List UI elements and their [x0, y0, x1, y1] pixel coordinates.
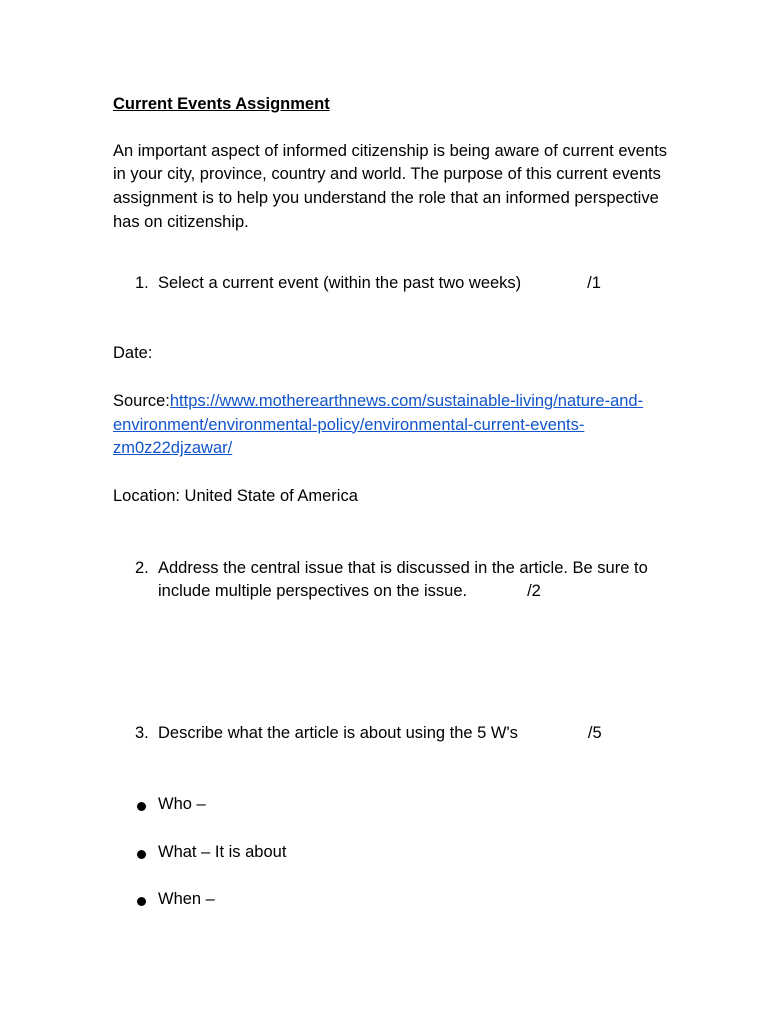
location-label: Location: United State of America: [113, 487, 358, 506]
question-2: [113, 557, 673, 604]
question-2-number: 2.: [135, 558, 149, 577]
question-1: [113, 272, 673, 296]
document-page: [113, 93, 673, 912]
source-line: [113, 390, 673, 461]
date-label: Date:: [113, 344, 153, 363]
question-3-text: Describe what the article is about using the 5 W's: [158, 724, 518, 743]
bullet-what: [113, 841, 673, 865]
question-2-score: /2: [527, 582, 541, 601]
question-1-score: /1: [587, 273, 601, 292]
question-1-text: Select a current event (within the past two weeks): [158, 273, 522, 292]
question-2-text: Address the central issue that is discussed in the article. Be sure to include multiple perspectives on the issue.: [158, 558, 648, 601]
bullet-dot-icon: [137, 802, 146, 811]
bullet-when: [113, 888, 673, 912]
bullet-who: [113, 793, 673, 817]
bullet-dot-icon: [137, 850, 146, 859]
bullet-who-text: Who –: [158, 794, 206, 813]
source-label: Source:: [113, 391, 170, 410]
question-1-number: 1.: [135, 273, 149, 292]
document-title: Current Events Assignment: [113, 95, 330, 113]
intro-paragraph: An important aspect of informed citizenship is being aware of current events in your city, province, country and world. The purpose of this current events assignment is to help you understand the role that an informed perspective has on citizenship.: [113, 141, 667, 231]
bullet-what-text: What – It is about: [158, 842, 287, 861]
bullet-dot-icon: [137, 897, 146, 906]
bullet-when-text: When –: [158, 890, 215, 909]
source-link[interactable]: https://www.motherearthnews.com/sustainable-living/nature-and-environment/environmental-policy/environmental-current-events-zm0z22djzawar/: [113, 391, 644, 458]
question-3-number: 3.: [135, 724, 149, 743]
question-3: [113, 722, 673, 746]
question-3-score: /5: [587, 724, 602, 743]
